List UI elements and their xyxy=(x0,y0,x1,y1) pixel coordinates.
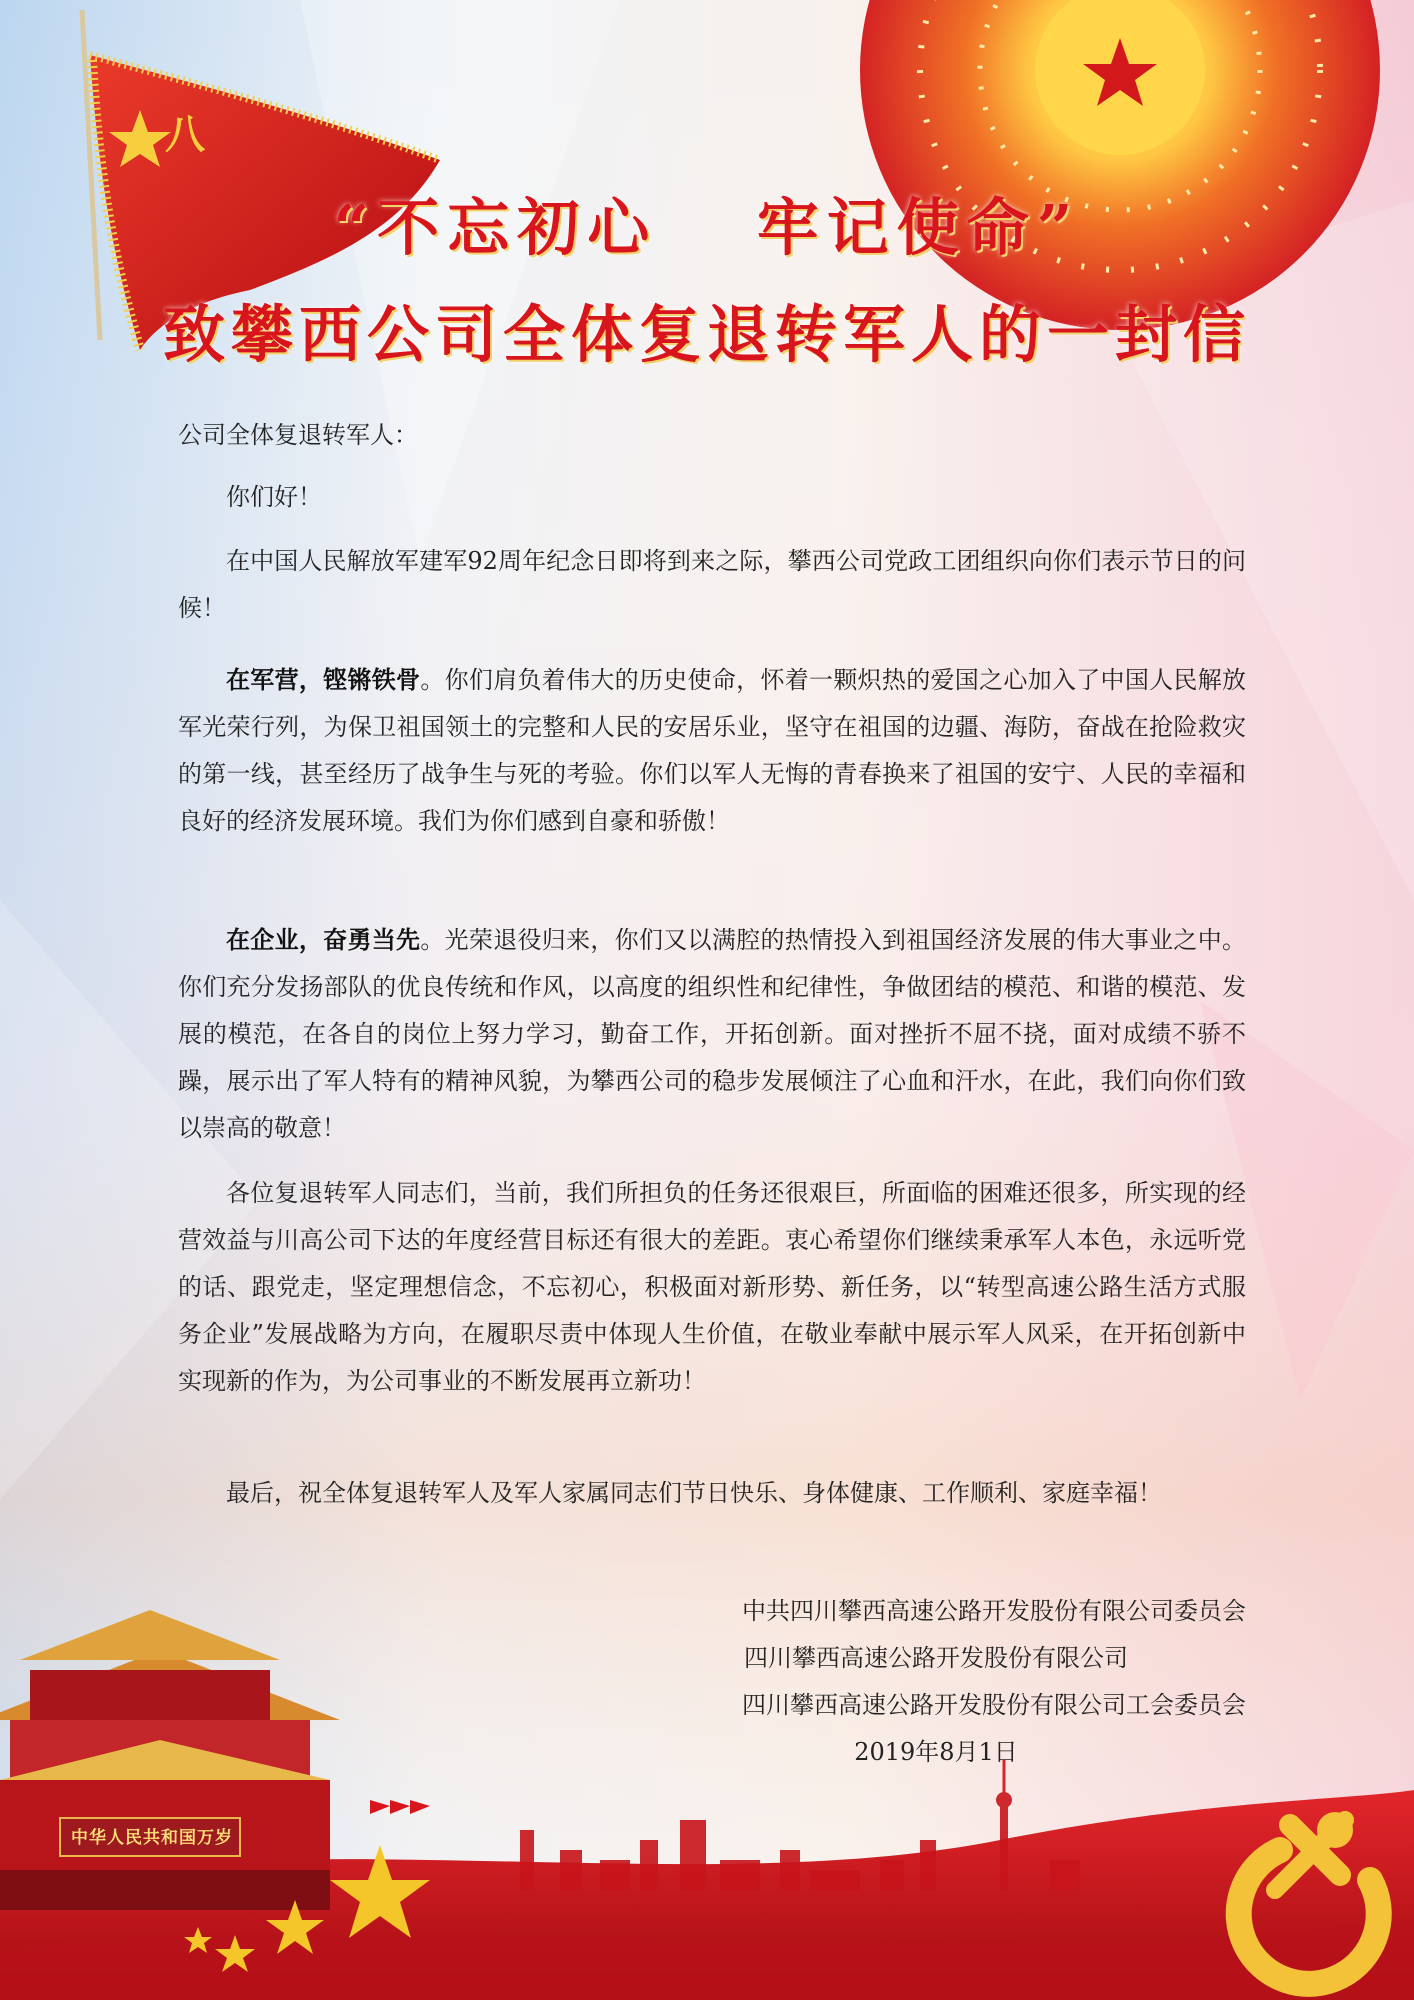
paragraph-3 xyxy=(178,916,1246,1152)
title-line-1: “不忘初心 牢记使命” xyxy=(333,191,1081,264)
svg-text:八: 八 xyxy=(165,112,205,158)
letter-greeting xyxy=(178,474,1246,521)
signature-org-2: 四川攀西高速公路开发股份有限公司 xyxy=(744,1644,1128,1672)
paragraph-2-lead: 在军营，铿锵铁骨 xyxy=(226,665,421,694)
paragraph-1 xyxy=(178,538,1246,632)
signature-org-1: 中共四川攀西高速公路开发股份有限公司委员会 xyxy=(742,1597,1246,1625)
signature-org-3: 四川攀西高速公路开发股份有限公司工会委员会 xyxy=(742,1691,1246,1719)
paragraph-3-lead: 在企业，奋勇当先 xyxy=(226,925,421,954)
paragraph-4-text: 各位复退转军人同志们，当前，我们所担负的任务还很艰巨，所面临的困难还很多，所实现的经营效益与川高公司下达的年度经营目标还有很大的差距。衷心希望你们继续秉承军人本色，永远听党的话、跟党走，坚定理想信念，不忘初心，积极面对新形势、新任务，以“转型高速公路生活方式服务企业”发展战略为方向，在履职尽责中体现人生价值，在敬业奉献中展示军人风采，在开拓创新中实现新的作为，为公司事业的不断发展再立新功！ xyxy=(178,1179,1246,1395)
letter-salutation xyxy=(178,412,1246,459)
gate-banner-text: 中华人民共和国万岁 xyxy=(71,1828,233,1848)
greeting-text: 你们好！ xyxy=(226,483,322,511)
signature-block xyxy=(546,1588,1246,1776)
title-line-2: 致攀西公司全体复退转军人的一封信 xyxy=(162,298,1251,371)
paragraph-3-body: 。光荣退役归来，你们又以满腔的热情投入到祖国经济发展的伟大事业之中。你们充分发扬部队的优良传统和作风，以高度的组织性和纪律性，争做团结的模范、和谐的模范、发展的模范，在各自的岗位上努力学习，勤奋工作，开拓创新。面对挫折不屈不挠，面对成绩不骄不躁，展示出了军人特有的精神风貌，为攀西公司的稳步发展倾注了心血和汗水，在此，我们向你们致以崇高的敬意！ xyxy=(178,926,1246,1142)
paragraph-2 xyxy=(178,656,1246,845)
paragraph-1-text: 在中国人民解放军建军92周年纪念日即将到来之际，攀西公司党政工团组织向你们表示节日的问候！ xyxy=(178,547,1246,622)
signature-date: 2019年8月1日 xyxy=(854,1738,1018,1766)
paragraph-5-text: 最后，祝全体复退转军人及军人家属同志们节日快乐、身体健康、工作顺利、家庭幸福！ xyxy=(226,1479,1162,1507)
paragraph-4 xyxy=(178,1170,1246,1405)
paragraph-5 xyxy=(178,1470,1246,1517)
paragraph-2-body: 。你们肩负着伟大的历史使命，怀着一颗炽热的爱国之心加入了中国人民解放军光荣行列，为保卫祖国领土的完整和人民的安居乐业，坚守在祖国的边疆、海防，奋战在抢险救灾的第一线，甚至经历了战争生与死的考验。你们以军人无悔的青春换来了祖国的安宁、人民的幸福和良好的经济发展环境。我们为你们感到自豪和骄傲！ xyxy=(178,666,1246,835)
salutation-text: 公司全体复退转军人： xyxy=(178,421,418,449)
